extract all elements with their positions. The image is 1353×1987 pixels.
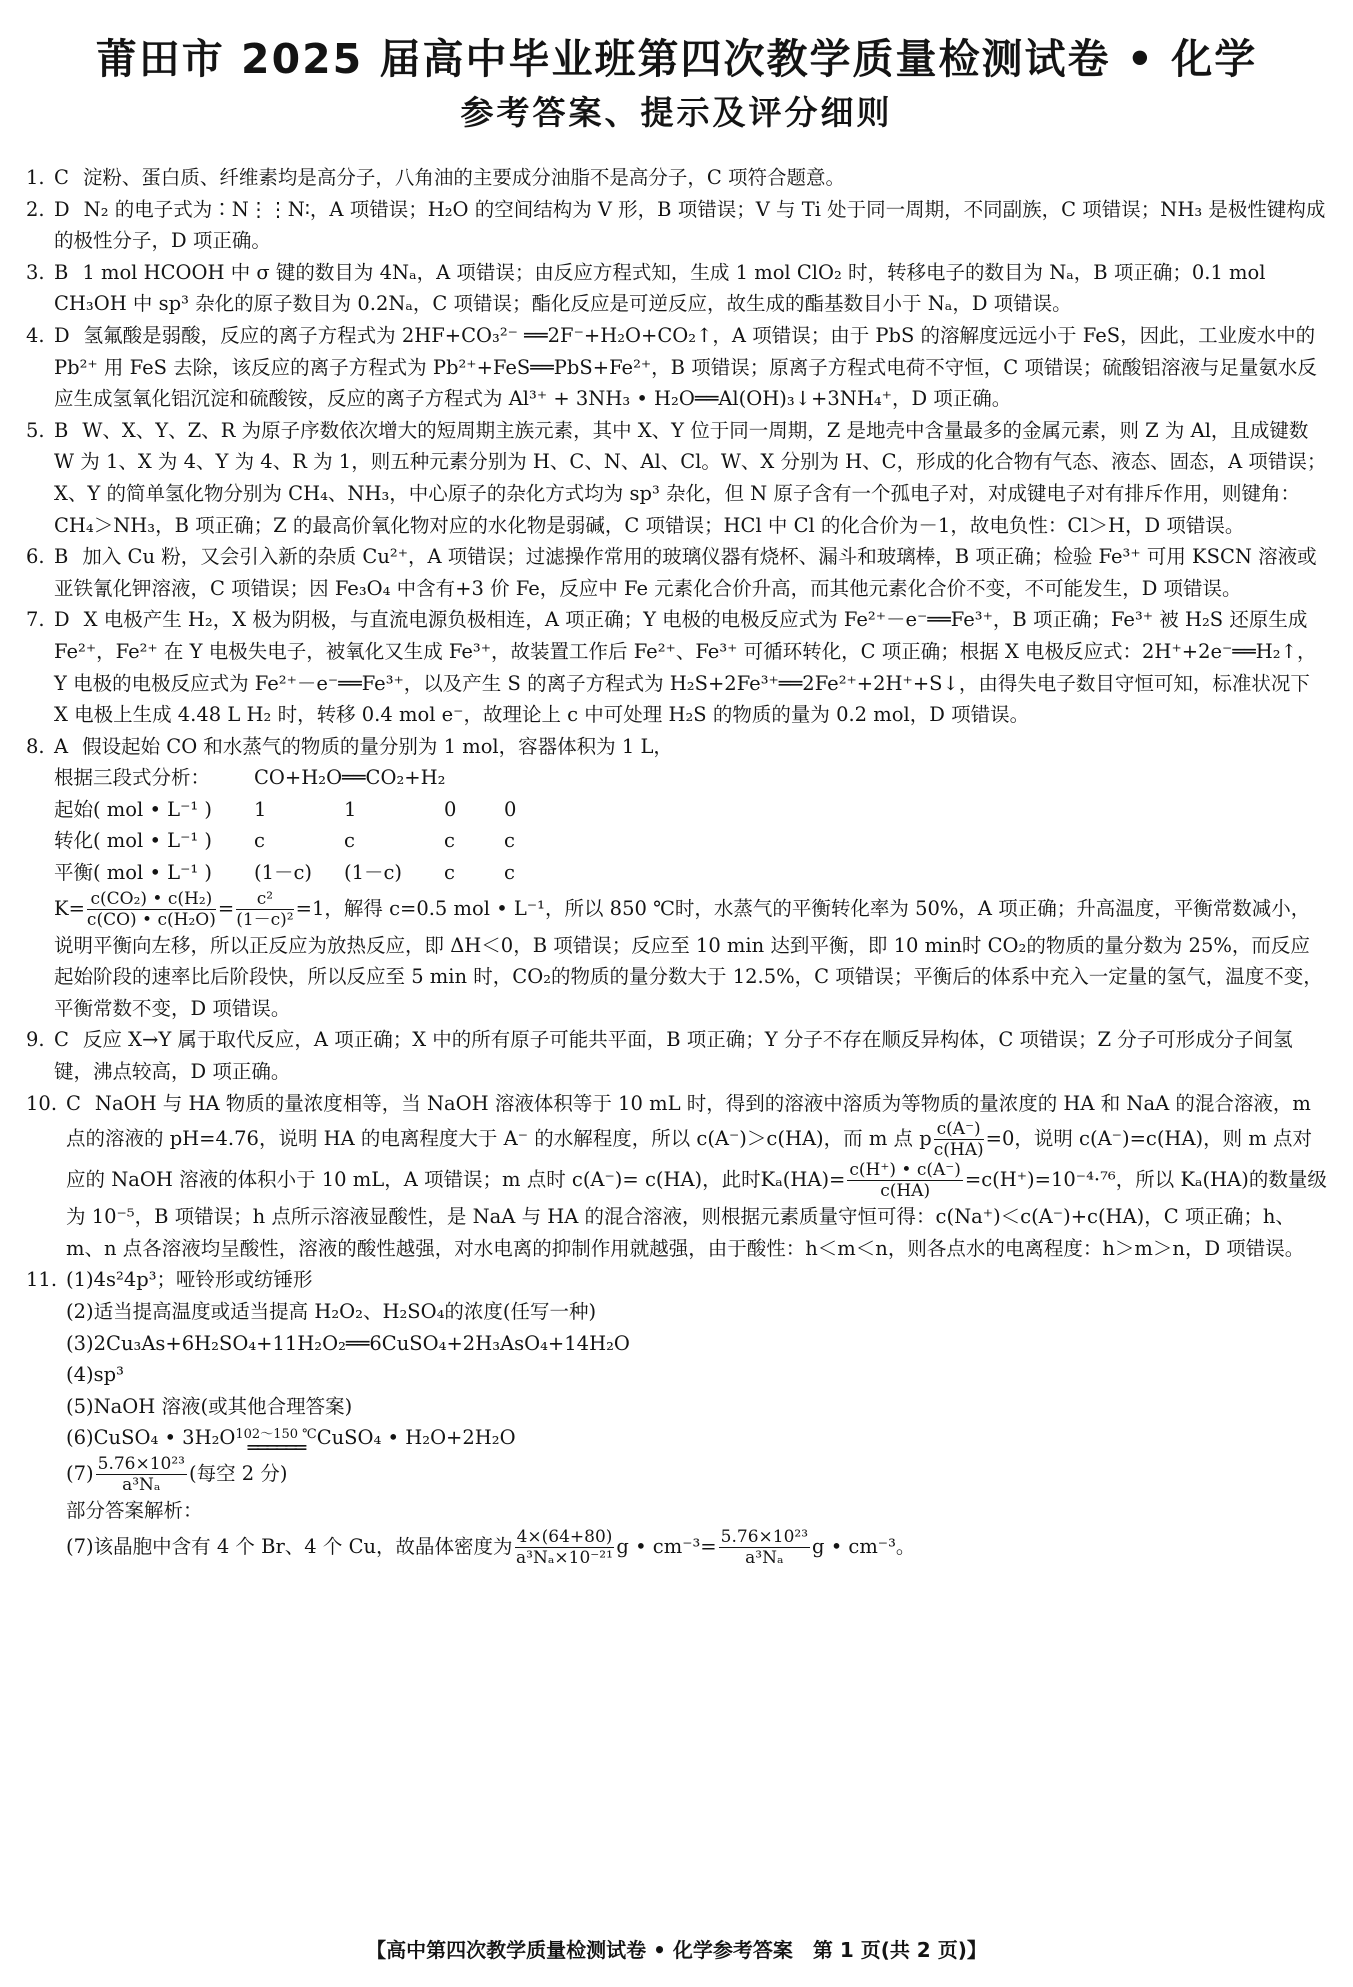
answer-choice: D — [54, 197, 70, 221]
answer-5: 5. B W、X、Y、Z、R 为原子序数依次增大的短周期主族元素，其中 X、Y 位于同一周期，Z 是地壳中含量最多的金属元素，则 Z 为 Al，且成键数 W 为 1、X 为 4、Y 为 4、R 为 1，则五种元素分别为 H、C、N、Al、Cl。W、X 分别为 H、C，形成的化合物有气态、液态、固态，A 项错误；X、Y 的简单氢化物分别为 CH₄、NH₃，中心原子的杂化方式均为 sp³ 杂化，但 N 原子含有一个孤电子对，对成键电子对有排斥作用，则键角：CH₄＞NH₃，B 项正确；Z 的最高价氧化物对应的水化物是弱碱，C 项错误；HCl 中 Cl 的化合价为－1，故电负性：Cl＞H，D 项错误。 — [26, 418, 1327, 537]
sub-answer-7: (7) $\frac{\text{5.76×10²³}}{\text{a³Nₐ}}$ (每空 2 分) — [66, 1453, 288, 1495]
answer-intro: 假设起始 CO 和水蒸气的物质的量分别为 1 mol，容器体积为 1 L， — [82, 734, 673, 758]
sub-answer-6: (6)CuSO₄ • 3H₂O 102～150 ℃ ══════ CuSO₄ • H₂O+2H₂O — [66, 1426, 516, 1459]
answers-body — [26, 162, 1327, 1568]
answer-1: 1. C 淀粉、蛋白质、纤维素均是高分子，八角油的主要成分油脂不是高分子，C 项符合题意。 — [26, 166, 846, 189]
answer-explanation: N₂ 的电子式为∶N⋮⋮N∶，A 项错误；H₂O 的空间结构为 V 形，B 项错误；V 与 Ti 处于同一周期，不同副族，C 项错误；NH₃ 是极性键构成的极性分子，D 项正确。 — [54, 197, 1326, 253]
answer-3: 3. B 1 mol HCOOH 中 σ 键的数目为 4Nₐ，A 项错误；由反应方程式知，生成 1 mol ClO₂ 时，转移电子的数目为 Nₐ，B 项正确；0.1 mol CH₃OH 中 sp³ 杂化的原子数目为 0.2Nₐ，C 项错误；酯化反应是可逆反应，故生成的酯基数目小于 Nₐ，D 项错误。 — [26, 260, 1266, 316]
answer-choice: C — [66, 1091, 81, 1115]
fraction: $\frac{4\times(64+80)}{\text{a³Nₐ×10⁻²¹}}$ — [516, 1526, 613, 1568]
table-cell: c — [504, 829, 515, 853]
sub-answer-1: (1)4s²4p³；哑铃形或纺锤形 — [66, 1268, 313, 1292]
answer-choice: B — [54, 260, 69, 284]
answer-explanation: 加入 Cu 粉，又会引入新的杂质 Cu²⁺，A 项错误；过滤操作常用的玻璃仪器有烧杯、漏斗和玻璃棒，B 项正确；检验 Fe³⁺ 可用 KSCN 溶液或亚铁氰化钾溶液，C 项错误；因 Fe₃O₄ 中含有+3 价 Fe，反应中 Fe 元素化合价升高，而其他元素化合价不变，不可能发生，D 项错误。 — [54, 545, 1317, 600]
answer-9: 9. C 反应 X→Y 属于取代反应，A 项正确；X 中的所有原子可能共平面，B 项正确；Y 分子不存在顺反异构体，C 项错误；Z 分子可形成分子间氢键，沸点较高，D 项正确。 — [26, 1028, 1293, 1084]
table-cell: 1 — [344, 797, 357, 821]
page-subtitle: 参考答案、提示及评分细则 — [460, 93, 893, 132]
three-stage-table — [54, 762, 564, 888]
table-header-row — [54, 762, 564, 794]
analysis-7: (7)该晶胞中含有 4 个 Br、4 个 Cu，故晶体密度为 $\frac{4\times(64+80)}{\text{a³Nₐ×10⁻²¹}}$ g • cm⁻³= $\frac{\text{5.76×10²³}}{\text{a³Nₐ}}$ g • cm⁻³。 — [66, 1526, 916, 1568]
table-cell: 平衡( mol • L⁻¹ ) — [54, 861, 213, 885]
fraction: $\frac{\text{c(CO₂) • c(H₂)}}{\text{c(CO) • c(H₂O)}}$ — [86, 888, 216, 930]
table-cell: 0 — [504, 797, 517, 821]
table-cell: (1－c) — [254, 861, 313, 885]
answer-choice: B — [54, 545, 69, 569]
answer-8: 8. A 假设起始 CO 和水蒸气的物质的量分别为 1 mol，容器体积为 1 L， 根据三段式分析： CO+H₂O══CO₂+H₂ 起始( mol • L⁻¹ ) 1 1 0 0 转化( mol • L⁻¹ ) c c c c 平衡( mol • L⁻¹ ) (1－c) (1－c) c c K= $\frac{\text{c(CO₂) • c(H₂)}}{\text{c(CO) • c(H₂O)}}$ = $\frac{\text{c²}}{\text{(1－c)²}}$ =1，解得 c=0.5 mol • L⁻¹，所以 850 ℃时，水蒸气的平衡转化率为 50%，A 项正确；升高温度，平衡常数减小，说明平衡向左移，所以正反应为放热反应，即 ΔH＜0，B 项错误；反应至 10 min 达到平衡，即 10 min时 CO₂的物质的量分数为 25%，而反应起始阶段的速率比后阶段快，所以反应至 5 min 时，CO₂的物质的量分数大于 12.5%，C 项错误；平衡后的体系中充入一定量的氢气，温度不变，平衡常数不变，D 项错误。 — [26, 731, 1327, 1025]
answer-6: 6. B 加入 Cu 粉，又会引入新的杂质 Cu²⁺，A 项错误；过滤操作常用的玻璃仪器有烧杯、漏斗和玻璃棒，B 项正确；检验 Fe³⁺ 可用 KSCN 溶液或亚铁氰化钾溶液，C 项错误；因 Fe₃O₄ 中含有+3 价 Fe，反应中 Fe 元素化合价升高，而其他元素化合价不变，不可能发生，D 项错误。 — [26, 545, 1317, 600]
answer-choice: B — [54, 418, 69, 442]
table-cell: 起始( mol • L⁻¹ ) — [54, 797, 213, 821]
answer-7: 7. D X 电极产生 H₂，X 极为阴极，与直流电源负极相连，A 项正确；Y 电极的电极反应式为 Fe²⁺－e⁻══Fe³⁺，B 项正确；Fe³⁺ 被 H₂S 还原生成 Fe²⁺，Fe²⁺ 在 Y 电极失电子，被氧化又生成 Fe³⁺，故装置工作后 Fe²⁺、Fe³⁺ 可循环转化，C 项正确；根据 X 电极反应式：2H⁺+2e⁻══H₂↑，Y 电极的电极反应式为 Fe²⁺－e⁻══Fe³⁺，以及产生 S 的离子方程式为 H₂S+2Fe³⁺══2Fe²⁺+2H⁺+S↓，由得失电子数目守恒可知，标准状况下 X 电极上生成 4.48 L H₂ 时，转移 0.4 mol e⁻，故理论上 c 中可处理 H₂S 的物质的量为 0.2 mol，D 项错误。 — [26, 608, 1317, 727]
answer-2: 2. D N₂ 的电子式为∶N⋮⋮N∶，A 项错误；H₂O 的空间结构为 V 形，B 项错误；V 与 Ti 处于同一周期，不同副族，C 项错误；NH₃ 是极性键构成的极性分子，D 项正确。 — [26, 197, 1326, 253]
table-cell: c — [504, 861, 515, 885]
fraction: $\frac{\text{5.76×10²³}}{\text{a³Nₐ}}$ — [97, 1453, 185, 1495]
sub-answer-3: (3)2Cu₃As+6H₂SO₄+11H₂O₂══6CuSO₄+2H₃AsO₄+14H₂O — [66, 1331, 630, 1355]
answer-4: 4. D 氢氟酸是弱酸，反应的离子方程式为 2HF+CO₃²⁻ ══2F⁻+H₂O+CO₂↑，A 项错误；由于 PbS 的溶解度远远小于 FeS，因此，工业废水中的 Pb²⁺ 用 FeS 去除，该反应的离子方程式为 Pb²⁺+FeS══PbS+Fe²⁺，B 项错误；原离子方程式电荷不守恒，C 项错误；硫酸铝溶液与足量氨水反应生成氢氧化铝沉淀和硫酸铵，反应的离子方程式为 Al³⁺ + 3NH₃ • H₂O══Al(OH)₃↓+3NH₄⁺，D 项正确。 — [26, 323, 1317, 411]
answer-choice: D — [54, 608, 70, 632]
answer-explanation: 氢氟酸是弱酸，反应的离子方程式为 2HF+CO₃²⁻ ══2F⁻+H₂O+CO₂↑，A 项错误；由于 PbS 的溶解度远远小于 FeS，因此，工业废水中的 Pb²⁺ 用 FeS 去除，该反应的离子方程式为 Pb²⁺+FeS══PbS+Fe²⁺，B 项错误；原离子方程式电荷不守恒，C 项错误；硫酸铝溶液与足量氨水反应生成氢氧化铝沉淀和硫酸铵，反应的离子方程式为 Al³⁺ + 3NH₃ • H₂O══Al(OH)₃↓+3NH₄⁺，D 项正确。 — [54, 323, 1317, 411]
answer-choice: A — [54, 734, 69, 758]
table-cell: c — [344, 829, 355, 853]
fraction: $\frac{\text{c²}}{\text{(1－c)²}}$ — [236, 888, 294, 930]
answer-explanation: X 电极产生 H₂，X 极为阴极，与直流电源负极相连，A 项正确；Y 电极的电极反应式为 Fe²⁺－e⁻══Fe³⁺，B 项正确；Fe³⁺ 被 H₂S 还原生成 Fe²⁺，Fe²⁺ 在 Y 电极失电子，被氧化又生成 Fe³⁺，故装置工作后 Fe²⁺、Fe³⁺ 可循环转化，C 项正确；根据 X 电极反应式：2H⁺+2e⁻══H₂↑，Y 电极的电极反应式为 Fe²⁺－e⁻══Fe³⁺，以及产生 S 的离子方程式为 H₂S+2Fe³⁺══2Fe²⁺+2H⁺+S↓，由得失电子数目守恒可知，标准状况下 X 电极上生成 4.48 L H₂ 时，转移 0.4 mol e⁻，故理论上 c 中可处理 H₂S 的物质的量为 0.2 mol，D 项错误。 — [54, 608, 1317, 727]
table-cell: 转化( mol • L⁻¹ ) — [54, 829, 213, 853]
answer-10: 10. C NaOH 与 HA 物质的量浓度相等，当 NaOH 溶液体积等于 10 mL 时，得到的溶液中溶质为等物质的量浓度的 HA 和 NaA 的混合溶液，m 点的溶液的 pH=4.76，说明 HA 的电离程度大于 A⁻ 的水解程度，所以 c(A⁻)＞c(HA)，而 m 点 p $\frac{c(A^-)}{c(HA)}$ =0，说明 c(A⁻)=c(HA)，则 m 点对应的 NaOH 溶液的体积小于 10 mL，A 项错误；m 点时 c(A⁻)= c(HA)，此时Kₐ(HA)= $\frac{c(H^+) • c(A^-)}{c(HA)}$ =c(H⁺)=10⁻⁴·⁷⁶，所以 Kₐ(HA)的数量级为 10⁻⁵，B 项错误；h 点所示溶液显酸性，是 NaA 与 HA 的混合溶液，则根据元素质量守恒可得：c(Na⁺)＜c(A⁻)+c(HA)，C 项正确；h、m、n 点各溶液均呈酸性，溶液的酸性越强，对水电离的抑制作用就越强，由于酸性：h＜m＜n，则各点水的电离程度：h＞m＞n，D 项错误。 — [26, 1091, 1327, 1260]
table-row — [54, 794, 564, 826]
fraction: $\frac{\text{5.76×10²³}}{\text{a³Nₐ}}$ — [720, 1526, 809, 1568]
answer-explanation: 反应 X→Y 属于取代反应，A 项正确；X 中的所有原子可能共平面，B 项正确；Y 分子不存在顺反异构体，C 项错误；Z 分子可形成分子间氢键，沸点较高，D 项正确。 — [54, 1028, 1293, 1084]
answer-choice: C — [54, 166, 69, 189]
table-row — [54, 857, 564, 889]
answer-choice: C — [54, 1028, 69, 1052]
answer-choice: D — [54, 323, 70, 347]
table-cell: c — [254, 829, 265, 853]
answer-explanation: W、X、Y、Z、R 为原子序数依次增大的短周期主族元素，其中 X、Y 位于同一周期，Z 是地壳中含量最多的金属元素，则 Z 为 Al，且成键数 W 为 1、X 为 4、Y 为 4、R 为 1，则五种元素分别为 H、C、N、Al、Cl。W、X 分别为 H、C，形成的化合物有气态、液态、固态，A 项错误；X、Y 的简单氢化物分别为 CH₄、NH₃，中心原子的杂化方式均为 sp³ 杂化，但 N 原子含有一个孤电子对，对成键电子对有排斥作用，则键角：CH₄＞NH₃，B 项正确；Z 的最高价氧化物对应的水化物是弱碱，C 项错误；HCl 中 Cl 的化合价为－1，故电负性：Cl＞H，D 项错误。 — [54, 418, 1327, 537]
answer-11: 11. (1)4s²4p³；哑铃形或纺锤形 (2)适当提高温度或适当提高 H₂O₂、H₂SO₄的浓度(任写一种) (3)2Cu₃As+6H₂SO₄+11H₂O₂══6CuSO₄+2H₃AsO₄+14H₂O (4)sp³ (5)NaOH 溶液(或其他合理答案) (6)CuSO₄ • 3H₂O 102～150 ℃ ══════ CuSO₄ • H₂O+2H₂O (7) $\frac{\text{5.76×10²³}}{\text{a³Nₐ}}$ (每空 2 分) 部分答案解析： (7)该晶胞中含有 4 个 Br、4 个 Cu，故晶体密度为 $\frac{4\times(64+80)}{\text{a³Nₐ×10⁻²¹}}$ g • cm⁻³= $\frac{\text{5.76×10²³}}{\text{a³Nₐ}}$ g • cm⁻³。 — [26, 1264, 1327, 1567]
answer-explanation: 1 mol HCOOH 中 σ 键的数目为 4Nₐ，A 项错误；由反应方程式知，生成 1 mol ClO₂ 时，转移电子的数目为 Nₐ，B 项正确；0.1 mol CH₃OH 中 sp³ 杂化的原子数目为 0.2Nₐ，C 项错误；酯化反应是可逆反应，故生成的酯基数目小于 Nₐ，D 项错误。 — [54, 260, 1266, 316]
page-footer: 【高中第四次教学质量检测试卷 • 化学参考答案 第 1 页(共 2 页)】 — [366, 1938, 987, 1962]
reaction-condition: 102～150 ℃ ══════ — [235, 1426, 317, 1459]
answer-explanation: =1，解得 c=0.5 mol • L⁻¹，所以 850 ℃时，水蒸气的平衡转化率为 50%，A 项正确；升高温度，平衡常数减小，说明平衡向左移，所以正反应为放热反应，即 ΔH＜0，B 项错误；反应至 10 min 达到平衡，即 10 min时 CO₂的物质的量分数为 25%，而反应起始阶段的速率比后阶段快，所以反应至 5 min 时，CO₂的物质的量分数大于 12.5%，C 项错误；平衡后的体系中充入一定量的氢气，温度不变，平衡常数不变，D 项错误。 — [54, 896, 1323, 1020]
sub-answer-2: (2)适当提高温度或适当提高 H₂O₂、H₂SO₄的浓度(任写一种) — [66, 1300, 597, 1323]
table-cell: 根据三段式分析： — [54, 766, 211, 790]
table-cell: CO+H₂O══CO₂+H₂ — [254, 766, 446, 790]
table-cell: (1－c) — [344, 861, 403, 885]
table-cell: 0 — [444, 797, 457, 821]
equilibrium-constant-line: K= $\frac{\text{c(CO₂) • c(H₂)}}{\text{c(CO) • c(H₂O)}}$ = $\frac{\text{c²}}{\text{(1－c)²}}$ =1，解得 c=0.5 mol • L⁻¹，所以 850 ℃时，水蒸气的平衡转化率为 50%，A 项正确；升高温度，平衡常数减小，说明平衡向左移，所以正反应为放热反应，即 ΔH＜0，B 项错误；反应至 10 min 达到平衡，即 10 min时 CO₂的物质的量分数为 25%，而反应起始阶段的速率比后阶段快，所以反应至 5 min 时，CO₂的物质的量分数大于 12.5%，C 项错误；平衡后的体系中充入一定量的氢气，温度不变，平衡常数不变，D 项错误。 — [54, 888, 1323, 1020]
fraction: $\frac{c(A^-)}{c(HA)}$ — [933, 1119, 984, 1161]
table-cell: c — [444, 829, 455, 853]
page-title: 莆田市 2025 届高中毕业班第四次教学质量检测试卷 • 化学 — [95, 35, 1258, 83]
sub-answer-4: (4)sp³ — [66, 1363, 124, 1387]
table-cell: c — [444, 861, 455, 885]
table-cell: 1 — [254, 797, 267, 821]
fraction: $\frac{c(H^+) • c(A^-)}{c(HA)}$ — [849, 1160, 961, 1202]
table-row — [54, 825, 564, 857]
sub-answer-5: (5)NaOH 溶液(或其他合理答案) — [66, 1394, 353, 1418]
analysis-label: 部分答案解析： — [66, 1498, 203, 1522]
answer-explanation: 淀粉、蛋白质、纤维素均是高分子，八角油的主要成分油脂不是高分子，C 项符合题意。 — [82, 166, 846, 189]
